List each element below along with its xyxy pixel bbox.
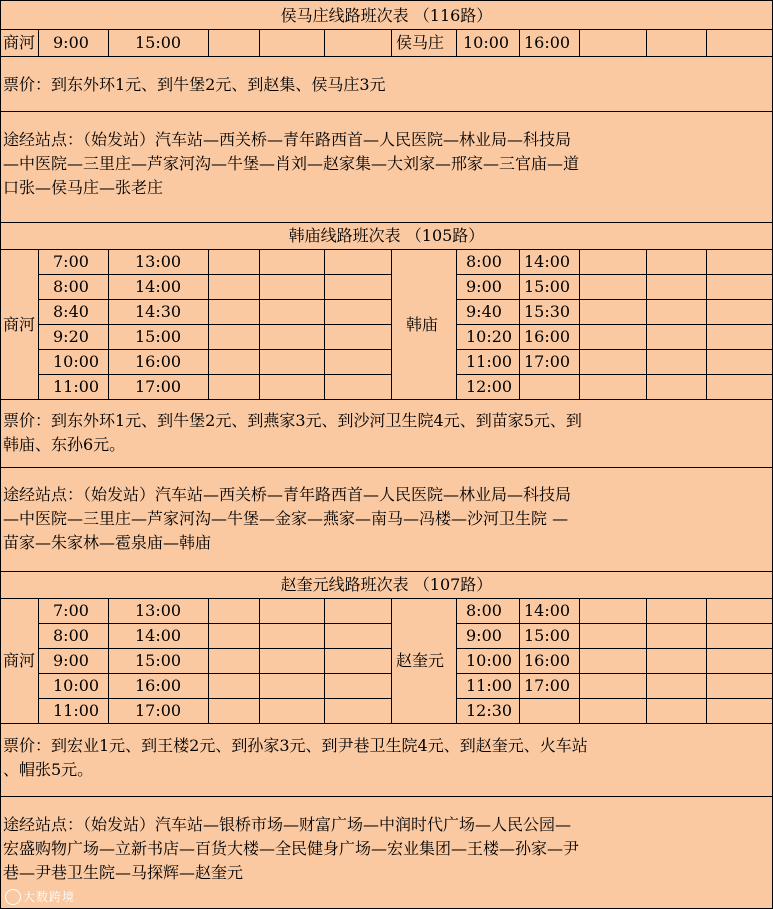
cell-border <box>208 249 209 399</box>
fare-line: 、帽张5元。 <box>3 760 94 779</box>
row-border <box>38 349 391 350</box>
departure-time: 12:30 <box>466 701 513 720</box>
stops-line: 途经站点：（始发站）汽车站—西关桥—青年路西首—人民医院—林业局—科技局 <box>3 130 572 149</box>
cell-border <box>456 598 457 723</box>
cell-border <box>38 249 39 399</box>
cell-border <box>579 598 580 723</box>
route-105-title: 韩庙线路班次表 （105路） <box>288 226 485 245</box>
departure-time: 16:00 <box>524 651 571 670</box>
row-border <box>456 698 772 699</box>
cell-border <box>646 29 647 56</box>
departure-time: 9:00 <box>53 33 89 52</box>
departure-time: 17:00 <box>524 352 571 371</box>
departure-time: 15:00 <box>135 651 182 670</box>
route-107-title: 赵奎元线路班次表 （107路） <box>280 575 493 594</box>
origin-label: 商河 <box>3 33 36 52</box>
row-border <box>456 324 772 325</box>
route-105-fare <box>3 409 771 457</box>
divider <box>1 56 772 57</box>
route-105-stops <box>3 483 771 555</box>
cell-border <box>38 29 39 56</box>
departure-time: 10:20 <box>466 327 513 346</box>
row-border <box>38 648 391 649</box>
watermark-logo-icon <box>5 889 21 905</box>
departure-time: 16:00 <box>135 676 182 695</box>
departure-time: 17:00 <box>524 676 571 695</box>
row-border <box>38 299 391 300</box>
departure-time: 14:00 <box>524 601 571 620</box>
cell-border <box>38 598 39 723</box>
departure-time: 9:00 <box>53 651 89 670</box>
route-107-fare <box>3 734 771 782</box>
route-116-stops <box>3 128 771 200</box>
cell-border <box>706 29 707 56</box>
departure-time: 13:00 <box>135 252 182 271</box>
departure-time: 9:00 <box>466 626 502 645</box>
cell-border <box>391 598 392 723</box>
departure-time: 15:00 <box>524 626 571 645</box>
departure-time: 12:00 <box>466 377 513 396</box>
cell-border <box>259 598 260 723</box>
watermark-text: 大数跨境 <box>23 890 76 904</box>
origin-label: 商河 <box>3 315 36 334</box>
stops-line: 途经站点：（始发站）汽车站—银桥市场—财富广场—中润时代广场—人民公园— <box>3 815 572 834</box>
route-107-stops <box>3 813 771 885</box>
divider <box>1 571 772 572</box>
cell-border <box>208 598 209 723</box>
departure-time: 11:00 <box>466 676 513 695</box>
departure-time: 7:00 <box>53 252 89 271</box>
cell-border <box>519 598 520 723</box>
stops-line: 口张—侯马庄—张老庄 <box>3 178 164 197</box>
departure-time: 9:00 <box>466 277 502 296</box>
departure-time: 13:00 <box>135 601 182 620</box>
divider <box>1 399 772 400</box>
origin-label: 商河 <box>3 651 36 670</box>
divider <box>1 723 772 724</box>
cell-border <box>324 598 325 723</box>
departure-time: 8:00 <box>466 601 502 620</box>
row-border <box>38 274 391 275</box>
cell-border <box>324 29 325 56</box>
cell-border <box>579 249 580 399</box>
row-border <box>456 648 772 649</box>
cell-border <box>519 29 520 56</box>
divider <box>1 222 772 223</box>
departure-time: 11:00 <box>53 377 100 396</box>
departure-time: 15:30 <box>524 302 571 321</box>
departure-time: 14:00 <box>135 626 182 645</box>
stops-line: —中医院—三里庄—芦家河沟—牛堡—金家—燕家—南马—冯楼—沙河卫生院 — <box>3 509 569 528</box>
departure-time: 11:00 <box>466 352 513 371</box>
departure-time: 9:20 <box>53 327 89 346</box>
route-116-title: 侯马庄线路班次表 （116路） <box>280 6 493 25</box>
row-border <box>456 673 772 674</box>
destination-label: 韩庙 <box>406 315 439 334</box>
departure-time: 8:40 <box>53 302 89 321</box>
row-border <box>456 349 772 350</box>
departure-time: 16:00 <box>524 327 571 346</box>
destination-label: 侯马庄 <box>396 33 445 52</box>
departure-time: 8:00 <box>466 252 502 271</box>
cell-border <box>519 249 520 399</box>
departure-time: 14:30 <box>135 302 182 321</box>
departure-time: 9:40 <box>466 302 502 321</box>
departure-time: 16:00 <box>135 352 182 371</box>
stops-line: 苗家—朱家林—雹泉庙—韩庙 <box>3 533 212 552</box>
cell-border <box>456 29 457 56</box>
departure-time: 14:00 <box>524 252 571 271</box>
cell-border <box>108 29 109 56</box>
cell-border <box>108 249 109 399</box>
divider <box>1 467 772 468</box>
departure-time: 11:00 <box>53 701 100 720</box>
departure-time: 16:00 <box>524 33 571 52</box>
departure-time: 8:00 <box>53 277 89 296</box>
cell-border <box>259 249 260 399</box>
cell-border <box>646 598 647 723</box>
departure-time: 7:00 <box>53 601 89 620</box>
cell-border <box>108 598 109 723</box>
cell-border <box>391 29 392 56</box>
divider <box>1 29 772 30</box>
departure-time: 10:00 <box>463 33 510 52</box>
departure-time: 8:00 <box>53 626 89 645</box>
fare-text: 票价：到东外环1元、到牛堡2元、到赵集、侯马庄3元 <box>3 75 386 94</box>
divider <box>1 598 772 599</box>
row-border <box>456 299 772 300</box>
row-border <box>38 374 391 375</box>
cell-border <box>324 249 325 399</box>
stops-line: 途经站点：（始发站）汽车站—西关桥—青年路西首—人民医院—林业局—科技局 <box>3 485 572 504</box>
departure-time: 10:00 <box>53 676 100 695</box>
row-border <box>456 374 772 375</box>
departure-time: 10:00 <box>53 352 100 371</box>
fare-line: 票价：到宏业1元、到王楼2元、到孙家3元、到尹巷卫生院4元、到赵奎元、火车站 <box>3 736 588 755</box>
destination-label: 赵奎元 <box>396 651 445 670</box>
cell-border <box>259 29 260 56</box>
cell-border <box>456 249 457 399</box>
cell-border <box>646 249 647 399</box>
cell-border <box>706 598 707 723</box>
fare-line: 韩庙、东孙6元。 <box>3 435 126 454</box>
fare-line: 票价：到东外环1元、到牛堡2元、到燕家3元、到沙河卫生院4元、到苗家5元、到 <box>3 411 582 430</box>
cell-border <box>706 249 707 399</box>
cell-border <box>579 29 580 56</box>
watermark <box>5 888 75 906</box>
cell-border <box>391 249 392 399</box>
stops-line: 巷—尹巷卫生院—马探辉—赵奎元 <box>3 863 244 882</box>
departure-time: 14:00 <box>135 277 182 296</box>
stops-line: —中医院—三里庄—芦家河沟—牛堡—肖刘—赵家集—大刘家—邢家—三官庙—道 <box>3 154 580 173</box>
cell-border <box>208 29 209 56</box>
row-border <box>38 698 391 699</box>
route-116-fare <box>3 73 771 97</box>
stops-line: 宏盛购物广场—立新书店—百货大楼—全民健身广场—宏业集团—王楼—孙家—尹 <box>3 839 580 858</box>
departure-time: 15:00 <box>135 327 182 346</box>
divider <box>1 111 772 112</box>
departure-time: 17:00 <box>135 377 182 396</box>
departure-time: 10:00 <box>466 651 513 670</box>
row-border <box>38 673 391 674</box>
departure-time: 15:00 <box>135 33 182 52</box>
row-border <box>38 623 391 624</box>
row-border <box>456 623 772 624</box>
departure-time: 17:00 <box>135 701 182 720</box>
row-border <box>38 324 391 325</box>
divider <box>1 796 772 797</box>
departure-time: 15:00 <box>524 277 571 296</box>
divider <box>1 249 772 250</box>
row-border <box>456 274 772 275</box>
